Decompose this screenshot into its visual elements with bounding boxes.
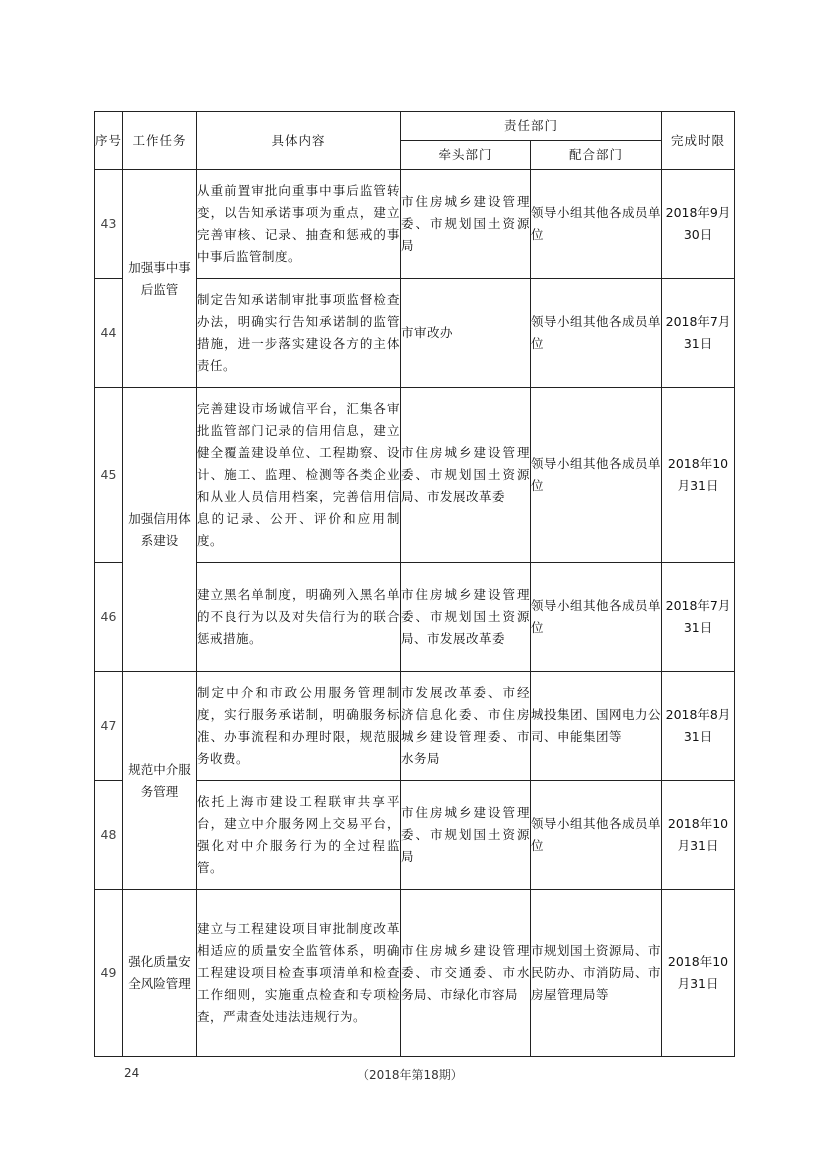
- task-group: 加强信用体系建设: [123, 388, 197, 672]
- row-coop-dept: 领导小组其他各成员单位: [531, 170, 662, 279]
- row-deadline: 2018年10月31日: [662, 388, 735, 563]
- row-deadline: 2018年7月31日: [662, 563, 735, 672]
- table-row: [95, 388, 735, 563]
- row-content: 制定告知承诺制审批事项监督检查办法，明确实行告知承诺制的监管措施，进一步落实建设各方的主体责任。: [197, 279, 401, 388]
- row-lead-dept: 市住房城乡建设管理委、市交通委、市水务局、市绿化市容局: [401, 890, 531, 1057]
- row-content: 完善建设市场诚信平台，汇集各审批监管部门记录的信用信息，建立健全覆盖建设单位、工程勘察、设计、施工、监理、检测等各类企业和从业人员信用档案，完善信用信息的记录、公开、评价和应用制度。: [197, 388, 401, 563]
- row-lead-dept: 市住房城乡建设管理委、市规划国土资源局、市发展改革委: [401, 563, 531, 672]
- row-coop-dept: 市规划国土资源局、市民防办、市消防局、市房屋管理局等: [531, 890, 662, 1057]
- row-content: 建立与工程建设项目审批制度改革相适应的质量安全监管体系，明确工程建设项目检查事项清单和检查工作细则，实施重点检查和专项检查，严肃查处违法违规行为。: [197, 890, 401, 1057]
- row-content: 建立黑名单制度，明确列入黑名单的不良行为以及对失信行为的联合惩戒措施。: [197, 563, 401, 672]
- task-table: [94, 111, 735, 1057]
- header-lead: 牵头部门: [401, 141, 531, 170]
- row-deadline: 2018年10月31日: [662, 890, 735, 1057]
- task-group: 强化质量安全风险管理: [123, 890, 197, 1057]
- row-coop-dept: 领导小组其他各成员单位: [531, 563, 662, 672]
- header-deadline: 完成时限: [662, 112, 735, 170]
- row-content: 从重前置审批向重事中事后监管转变，以告知承诺事项为重点，建立完善审核、记录、抽查和惩戒的事中事后监管制度。: [197, 170, 401, 279]
- row-content: 依托上海市建设工程联审共享平台，建立中介服务网上交易平台，强化对中介服务行为的全过程监管。: [197, 781, 401, 890]
- row-coop-dept: 领导小组其他各成员单位: [531, 279, 662, 388]
- issue-label: （2018年第18期）: [357, 1068, 463, 1082]
- row-number: 48: [95, 781, 123, 890]
- task-group: 规范中介服务管理: [123, 672, 197, 890]
- header-task: 工作任务: [123, 112, 197, 170]
- row-lead-dept: 市审改办: [401, 279, 531, 388]
- row-number: 44: [95, 279, 123, 388]
- table-row: [95, 170, 735, 279]
- row-lead-dept: 市住房城乡建设管理委、市规划国土资源局、市发展改革委: [401, 388, 531, 563]
- row-content: 制定中介和市政公用服务管理制度，实行服务承诺制，明确服务标准、办事流程和办理时限，规范服务收费。: [197, 672, 401, 781]
- row-coop-dept: 领导小组其他各成员单位: [531, 388, 662, 563]
- header-dept: 责任部门: [401, 112, 662, 141]
- page-number: 24: [124, 1066, 140, 1080]
- table-row: [95, 672, 735, 781]
- row-coop-dept: 城投集团、国网电力公司、申能集团等: [531, 672, 662, 781]
- row-coop-dept: 领导小组其他各成员单位: [531, 781, 662, 890]
- row-lead-dept: 市发展改革委、市经济信息化委、市住房城乡建设管理委、市水务局: [401, 672, 531, 781]
- row-number: 49: [95, 890, 123, 1057]
- header-content: 具体内容: [197, 112, 401, 170]
- row-number: 45: [95, 388, 123, 563]
- row-deadline: 2018年10月31日: [662, 781, 735, 890]
- row-number: 47: [95, 672, 123, 781]
- row-deadline: 2018年8月31日: [662, 672, 735, 781]
- row-deadline: 2018年9月30日: [662, 170, 735, 279]
- row-deadline: 2018年7月31日: [662, 279, 735, 388]
- task-group: 加强事中事后监管: [123, 170, 197, 388]
- header-seq: 序号: [95, 112, 123, 170]
- table-row: [95, 890, 735, 1057]
- header-coop: 配合部门: [531, 141, 662, 170]
- row-lead-dept: 市住房城乡建设管理委、市规划国土资源局: [401, 781, 531, 890]
- row-number: 43: [95, 170, 123, 279]
- row-number: 46: [95, 563, 123, 672]
- row-lead-dept: 市住房城乡建设管理委、市规划国土资源局: [401, 170, 531, 279]
